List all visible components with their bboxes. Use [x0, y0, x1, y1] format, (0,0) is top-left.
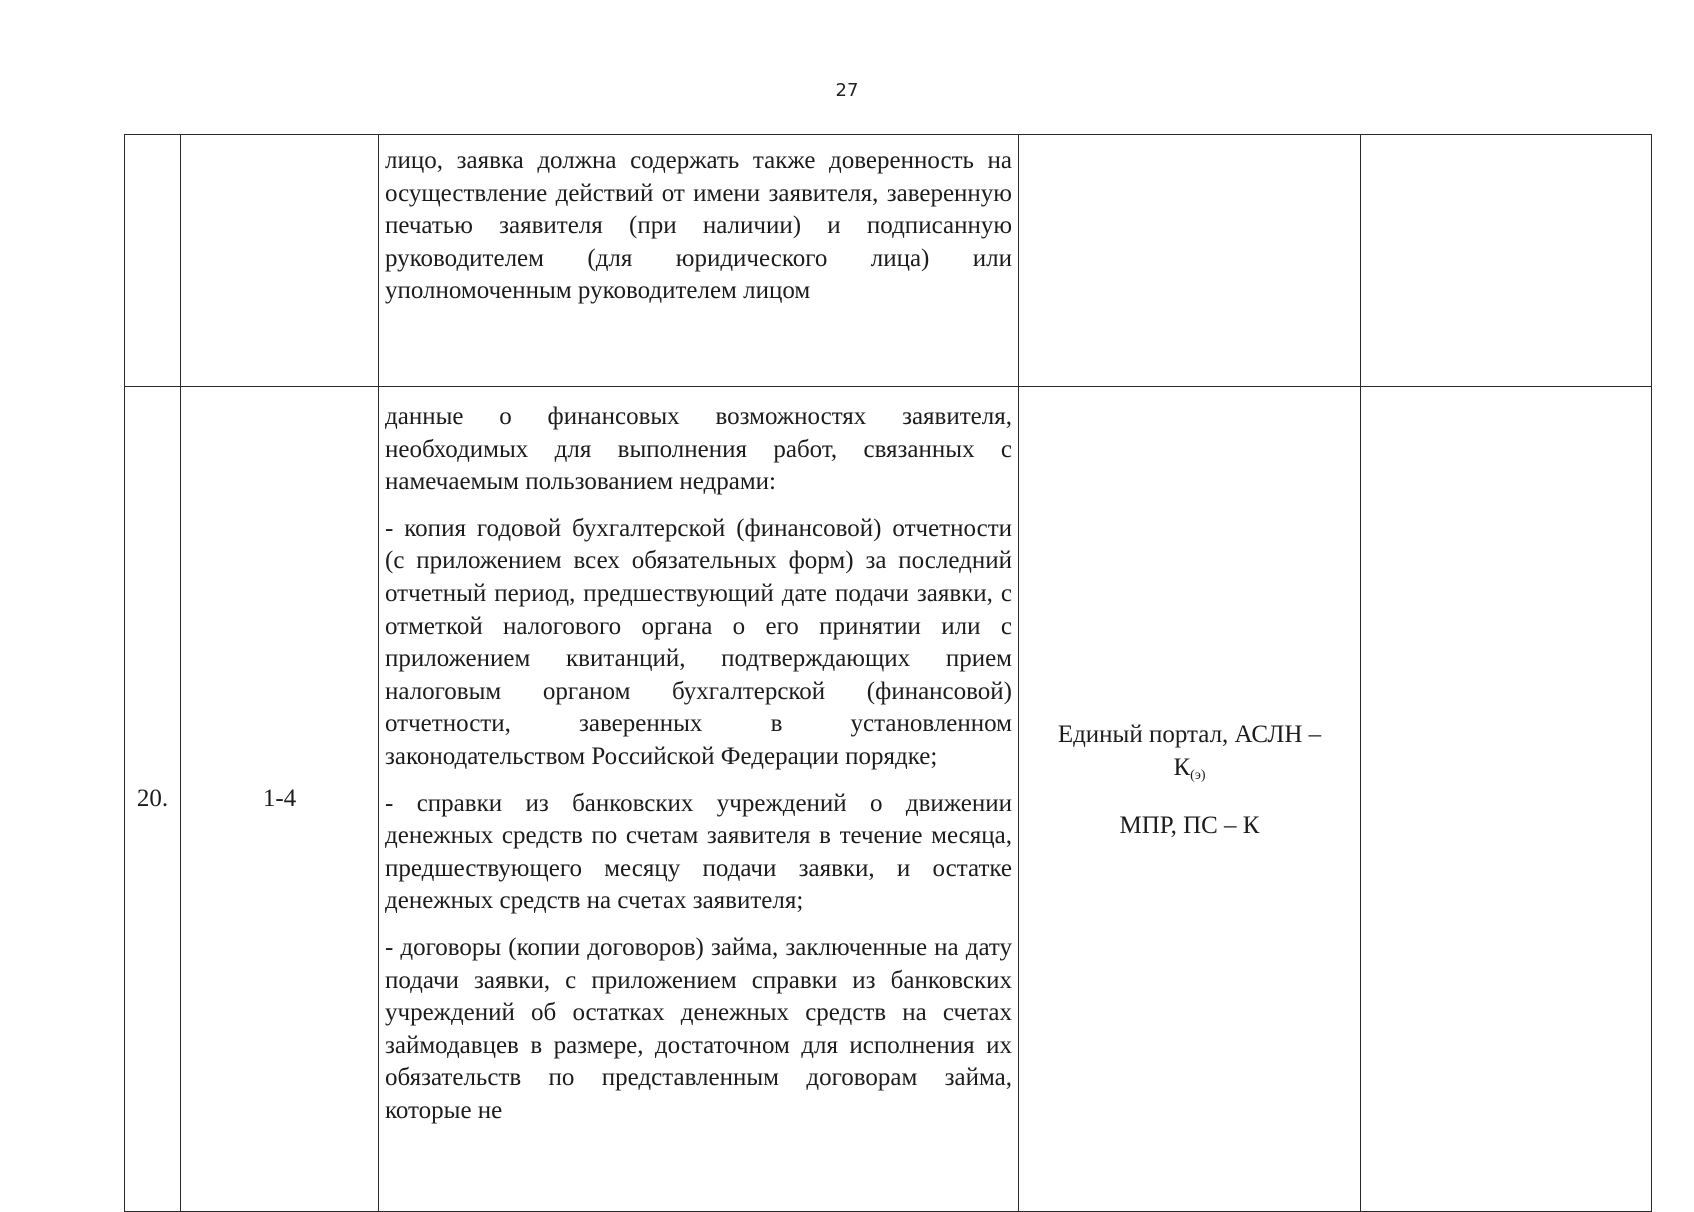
row-text-paragraph: лицо, заявка должна содержать также доверенность на осуществление действий от имени заявителя, заверенную печатью заявителя (при наличии) и подписанную руководителем (для юридического лица) или уполномоченным руководителем лицом — [385, 147, 1012, 304]
row-code-cell — [181, 135, 379, 387]
portal-line-3: МПР, ПС – К — [1119, 812, 1260, 840]
row-number-cell — [125, 135, 181, 387]
requirements-table — [124, 134, 1652, 1212]
row-text-paragraph: данные о финансовых возможностях заявителя, необходимых для выполнения работ, связанных с намечаемым пользованием недрами: — [385, 403, 1012, 496]
portal-code: К — [1173, 753, 1191, 781]
portal-spacer — [1019, 792, 1360, 810]
table-row-continued — [125, 135, 1652, 387]
row-portal-cell — [1019, 135, 1361, 387]
portal-line-1: Единый портал, АСЛН – — [1057, 721, 1322, 749]
row-number-cell: 20. — [125, 387, 181, 1212]
row-last-cell — [1361, 387, 1652, 1212]
page-number: 27 — [835, 80, 859, 101]
row-text-paragraph: - справки из банковских учреждений о движении денежных средств по счетам заявителя в течение месяца, предшествующего месяцу подачи заявки, и остатке денежных средств на счетах заявителя; — [385, 789, 1012, 915]
row-last-cell — [1361, 135, 1652, 387]
row-portal-cell — [1019, 387, 1361, 1212]
row-code-cell: 1-4 — [181, 387, 379, 1212]
row-text-cell — [379, 387, 1019, 1212]
portal-code-subscript: (э) — [1190, 767, 1206, 783]
row-text-paragraph: - договоры (копии договоров) займа, заключенные на дату подачи заявки, с приложением справки из банковских учреждений об остатках денежных средств на счетах займодавцев в размере, достаточном для исполнения их обязательств по представленным договорам займа, которые не — [385, 933, 1012, 1124]
row-text-paragraph: - копия годовой бухгалтерской (финансовой) отчетности (с приложением всех обязательных форм) за последний отчетный период, предшествующий дате подачи заявки, с отметкой налогового органа о его принятии или с приложением квитанций, подтверждающих прием налоговым органом бухгалтерской (финансовой) отчетности, заверенных в установленном законодательством Российской Федерации порядке; — [385, 514, 1012, 770]
portal-line-2 — [1019, 752, 1360, 793]
row-text-cell — [379, 135, 1019, 387]
table-row-20 — [125, 387, 1652, 1212]
